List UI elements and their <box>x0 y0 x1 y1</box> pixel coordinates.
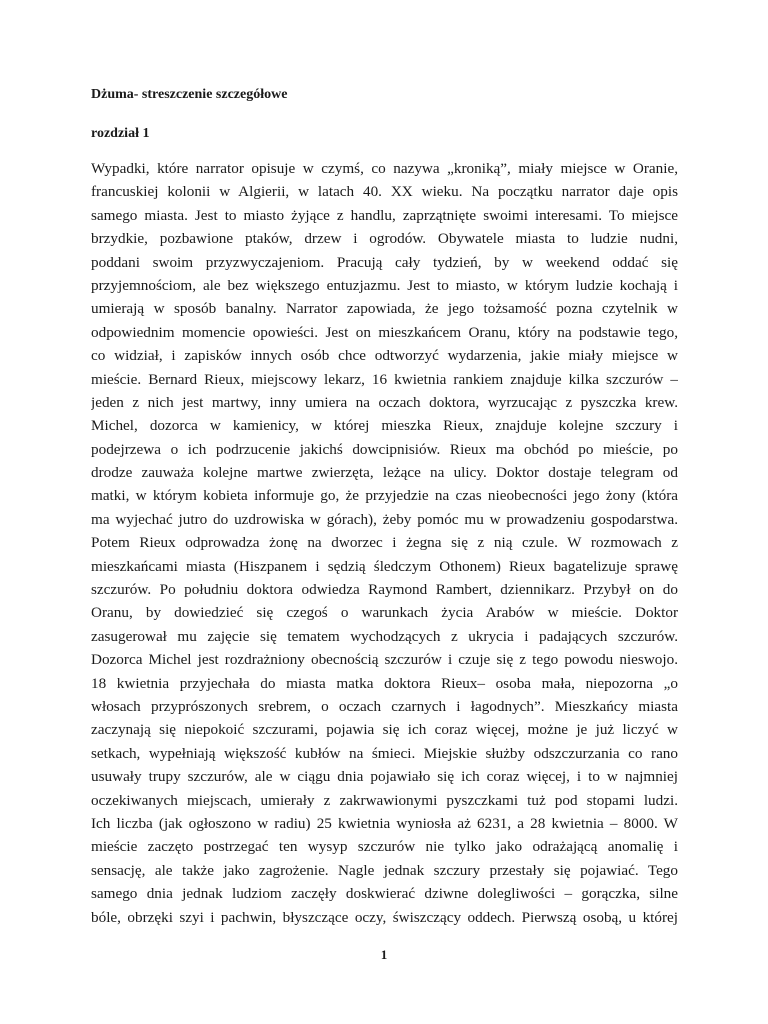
text-line: zaczynają się niepokoić szczurami, pojawia się ich coraz więcej, możne je już liczyć w <box>91 721 678 739</box>
text-line: mieszkańcami miasta (Hiszpanem i sędzią śledczym Othonem) Rieux bagatelizuje sprawę <box>91 557 678 575</box>
text-line: przyjemnościom, ale bez większego entuzjazmu. Jest to miasto, w którym ludzie kochają i <box>91 276 678 294</box>
text-line: mieście. Bernard Rieux, miejscowy lekarz, 16 kwietnia rankiem znajduje kilka szczurów – <box>91 370 678 388</box>
text-line: drodze zauważa kolejne martwe zwierzęta, leżące na ulicy. Doktor dostaje telegram od <box>91 464 678 482</box>
text-line: Wypadki, które narrator opisuje w czymś, co nazywa „kroniką”, miały miejsce w Oranie, <box>91 160 678 177</box>
text-line: ma wyjechać jutro do uzdrowiska w górach), żeby pomóc mu w prowadzeniu gospodarstwa. <box>91 510 678 528</box>
text-line: Dozorca Michel jest rozdrażniony obecnością szczurów i czuje się z tego powodu nieswojo. <box>91 651 678 669</box>
text-line: poddani swoim przyzwyczajeniom. Pracują cały tydzień, by w weekend oddać się <box>91 253 678 271</box>
text-line: samego miasta. Jest to miasto żyjące z handlu, zaprzątnięte swoimi interesami. To miejsce <box>91 206 678 224</box>
text-line: umierają w sposób banalny. Narrator zapowiada, że jego tożsamość pozna czytelnik w <box>91 300 678 318</box>
text-line: oczekiwanych miejscach, umierały z zakrwawionymi pyszczkami tuż pod stopami ludzi. <box>91 791 678 809</box>
text-line: mieście zaczęto postrzegać ten wysyp szczurów nie tylko jako odrażającą anomalię i <box>91 838 678 856</box>
text-line: matki, w którym kobieta informuje go, że przyjedzie na czas nieobecności jego żony (która <box>91 487 678 505</box>
text-line: francuskiej kolonii w Algierii, w latach 40. XX wieku. Na początku narrator daje opis <box>91 183 678 201</box>
text-line: 18 kwietnia przyjechała do miasta matka doktora Rieux– osoba mała, niepozorna „o <box>91 674 678 692</box>
document-title: Dżuma- streszczenie szczegółowe <box>91 87 288 102</box>
text-line: odpowiednim momencie opowieści. Jest on mieszkańcem Oranu, który na podstawie tego, <box>91 323 678 341</box>
text-line: włosach przyprószonych srebrem, o oczach czarnych i łagodnych”. Mieszkańcy miasta <box>91 697 678 715</box>
text-line: co widział, i zapisków innych osób chce odtworzyć wydarzenia, jakie miały miejsce w <box>91 347 678 365</box>
text-line: Potem Rieux odprowadza żonę na dworzec i żegna się z nią czule. W rozmowach z <box>91 534 678 552</box>
text-line: Michel, dozorca w kamienicy, w której mieszka Rieux, znajduje kolejne szczury i <box>91 417 678 435</box>
text-line: brzydkie, pozbawione ptaków, drzew i ogrodów. Obywatele miasta to ludzie nudni, <box>91 230 678 248</box>
text-line: bóle, obrzęki szyi i pachwin, błyszczące oczy, świszczący oddech. Pierwszą osobą, u której <box>91 908 678 926</box>
page-number: 1 <box>380 947 388 962</box>
text-line: szczurów. Po południu doktora odwiedza Raymond Rambert, dziennikarz. Przybył on do <box>91 581 678 599</box>
text-line: jeden z nich jest martwy, inny umiera na oczach doktora, wyrzucając z pyszczka krew. <box>91 393 678 411</box>
text-line: samego dnia jednak ludziom zaczęły doskwierać dziwne dolegliwości – gorączka, silne <box>91 885 678 903</box>
body-paragraph <box>91 157 678 929</box>
chapter-heading: rozdział 1 <box>91 126 150 141</box>
text-line: Oranu, by dowiedzieć się czegoś o warunkach życia Arabów w mieście. Doktor <box>91 604 678 622</box>
text-line: sensację, ale także jako zagrożenie. Nagle jednak szczury przestały się pojawiać. Tego <box>91 861 678 879</box>
text-line: zasugerował mu zajęcie się tematem wychodzących z ukrycia i padających szczurów. <box>91 627 678 645</box>
text-line: podejrzewa o ich podrzucenie jakichś dowcipnisiów. Rieux ma obchód po mieście, po <box>91 440 678 458</box>
text-line: usuwały trupy szczurów, ale w ciągu dnia pojawiało się ich coraz więcej, i to w najmniej <box>91 768 678 786</box>
text-line: setkach, wypełniają większość kubłów na śmieci. Miejskie służby odszczurzania co rano <box>91 744 678 762</box>
text-line: Ich liczba (jak ogłoszono w radiu) 25 kwietnia wyniosła aż 6231, a 28 kwietnia – 8000. W <box>91 814 678 832</box>
